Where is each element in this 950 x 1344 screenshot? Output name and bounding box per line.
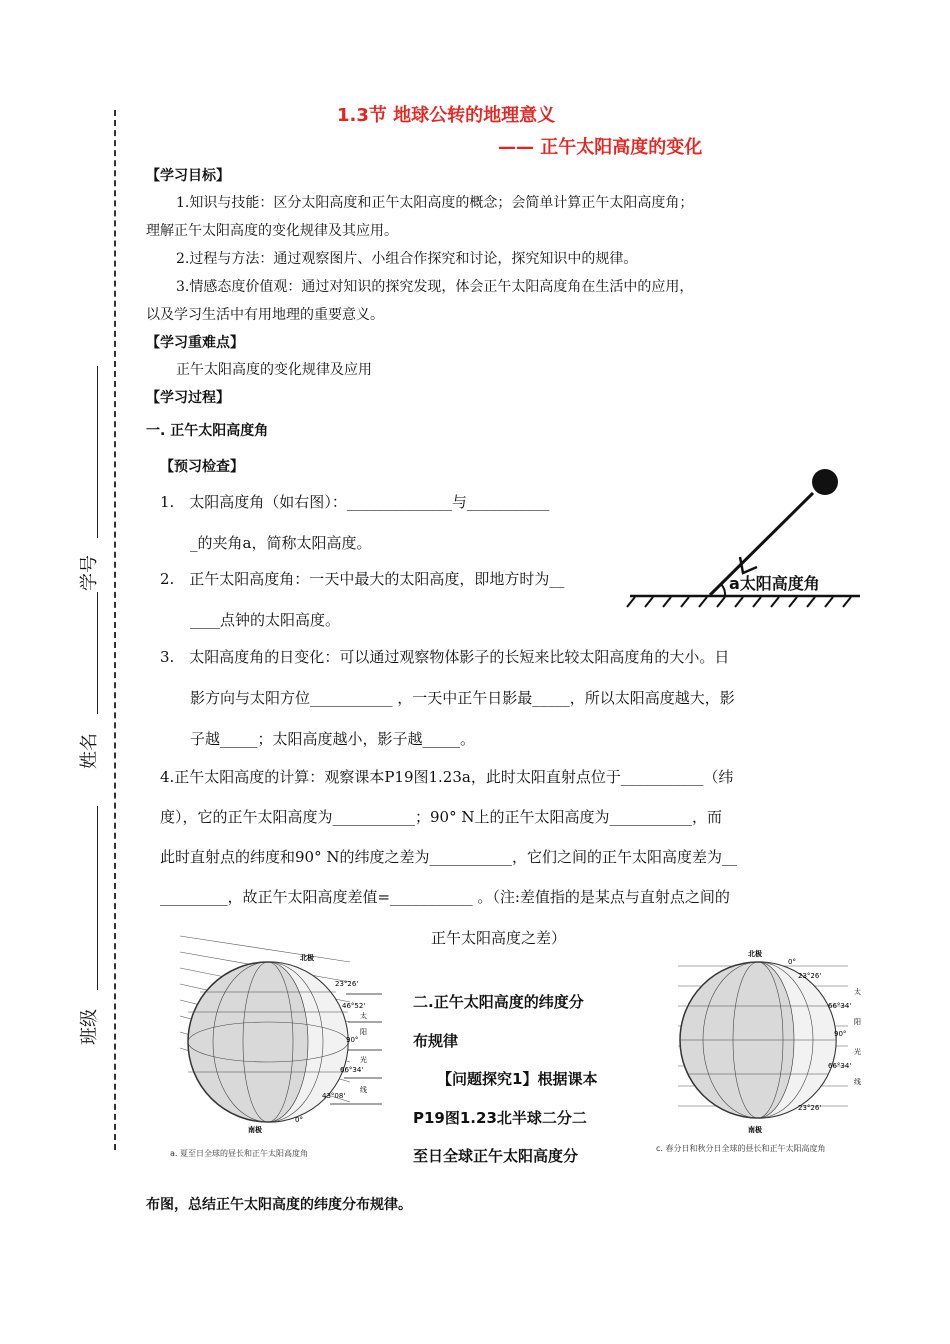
globe-c-sun-1: 太 bbox=[854, 988, 861, 996]
page-subtitle: —— 正午太阳高度的变化 bbox=[498, 137, 703, 158]
globe-a-angle-4: 66°34' bbox=[340, 1066, 364, 1074]
question-4-c: 此时直射点的纬度和90° N的纬度之差为___________，它们之间的正午太阳高度差为__ bbox=[160, 848, 737, 866]
globe-a-angle-3: 90° bbox=[346, 1036, 359, 1044]
globe-c-angle-4: 90° bbox=[834, 1030, 847, 1038]
globe-figure-c bbox=[648, 944, 870, 1154]
globe-c-sun-4: 线 bbox=[854, 1078, 861, 1086]
globe-c-south: 南极 bbox=[748, 1126, 762, 1134]
goal-1-a: 1.知识与技能：区分太阳高度和正午太阳高度的概念；会简单计算正午太阳高度角； bbox=[176, 195, 694, 211]
globe-a-south: 南极 bbox=[248, 1126, 262, 1134]
globe-c-angle-2: 23°26' bbox=[798, 972, 822, 980]
globe-c-north: 北极 bbox=[748, 950, 762, 958]
globe-c-angle-3: 66°34' bbox=[828, 1002, 852, 1010]
question-4-a: 4.正午太阳高度的计算：观察课本P19图1.23a，此时太阳直射点位于___________（纬 bbox=[160, 768, 734, 786]
globe-a-angle-5: 43°08' bbox=[322, 1092, 346, 1100]
globe-c-angle-5: 66°34' bbox=[828, 1062, 852, 1070]
globe-c-image bbox=[648, 944, 870, 1139]
question-2-a: 2. 正午太阳高度角：一天中最大的太阳高度，即地方时为__ bbox=[160, 570, 565, 588]
globe-figure-a bbox=[150, 922, 382, 1162]
globe-c-angle-6: 23°26' bbox=[798, 1104, 822, 1112]
globe-a-caption: a. 夏至日全球的昼长和正午太阳高度角 bbox=[170, 1149, 308, 1158]
globe-a-sun-4: 线 bbox=[360, 1086, 367, 1094]
explore-1-b: P19图1.23北半球二分二 bbox=[413, 1109, 587, 1127]
class-line bbox=[97, 806, 98, 990]
goal-3-b: 以及学习生活中有用地理的重要意义。 bbox=[146, 307, 384, 323]
globe-a-sun-1: 太 bbox=[360, 1012, 367, 1020]
key-text: 正午太阳高度的变化规律及应用 bbox=[176, 362, 372, 378]
question-3-c: 子越_____；太阳高度越小，影子越_____。 bbox=[190, 730, 476, 748]
globe-a-north: 北极 bbox=[300, 954, 314, 962]
goal-1-b: 理解正午太阳高度的变化规律及其应用。 bbox=[146, 223, 398, 239]
part-1-heading: 一. 正午太阳高度角 bbox=[146, 423, 269, 439]
process-header: 【学习过程】 bbox=[146, 390, 230, 406]
globe-c-angle-1: 0° bbox=[788, 958, 796, 966]
explore-1-a: 【问题探究1】根据课本 bbox=[437, 1070, 598, 1088]
name-line bbox=[97, 592, 98, 714]
key-header: 【学习重难点】 bbox=[146, 335, 244, 351]
globe-a-sun-3: 光 bbox=[360, 1056, 367, 1064]
question-1-b: _的夹角a，简称太阳高度。 bbox=[190, 534, 372, 552]
question-3-a: 3. 太阳高度角的日变化：可以通过观察物体影子的长短来比较太阳高度角的大小。日 bbox=[160, 648, 730, 666]
question-4-b: 度），它的正午太阳高度为___________；90° N上的正午太阳高度为___________，而 bbox=[160, 808, 722, 826]
globe-c-sun-3: 光 bbox=[854, 1048, 861, 1056]
side-label-name: 姓名 bbox=[79, 733, 100, 769]
sun-icon bbox=[812, 469, 838, 495]
angle-arc bbox=[721, 584, 725, 596]
globe-c-sun-2: 阳 bbox=[854, 1018, 861, 1026]
angle-label: a太阳高度角 bbox=[729, 574, 820, 593]
question-2-b: ____点钟的太阳高度。 bbox=[190, 611, 341, 629]
sun-altitude-diagram bbox=[625, 465, 865, 630]
side-label-class: 班级 bbox=[79, 1009, 100, 1045]
globe-a-angle-2: 46°52' bbox=[342, 1002, 366, 1010]
globe-a-angle-6: 0° bbox=[295, 1116, 303, 1124]
part-2-heading-b: 布规律 bbox=[413, 1032, 459, 1050]
globe-c-caption: c. 春分日和秋分日全球的昼长和正午太阳高度角 bbox=[656, 1144, 826, 1153]
ray-arrow-icon bbox=[740, 557, 757, 573]
page-title: 1.3节 地球公转的地理意义 bbox=[337, 105, 556, 126]
ground-hatching bbox=[627, 597, 851, 607]
explore-1-c: 至日全球正午太阳高度分 bbox=[413, 1147, 579, 1165]
side-label-student-id: 学号 bbox=[79, 555, 100, 591]
globe-a-angle-1: 23°26' bbox=[335, 980, 359, 988]
globe-a-sun-2: 阳 bbox=[360, 1028, 367, 1036]
final-line: 布图，总结正午太阳高度的纬度分布规律。 bbox=[146, 1197, 412, 1213]
goals-header: 【学习目标】 bbox=[146, 168, 230, 184]
goal-2: 2.过程与方法：通过观察图片、小组合作探究和讨论，探究知识中的规律。 bbox=[176, 251, 638, 267]
preview-header: 【预习检查】 bbox=[160, 459, 244, 475]
question-1-a: 1. 太阳高度角（如右图）：______________与___________ bbox=[160, 493, 550, 511]
question-4-e: 正午太阳高度之差） bbox=[431, 929, 567, 947]
goal-3-a: 3.情感态度价值观：通过对知识的探究发现，体会正午太阳高度角在生活中的应用， bbox=[176, 279, 694, 295]
question-4-d: _________，故正午太阳高度差值=___________ 。（注:差值指的是某点与直射点之间的 bbox=[160, 888, 730, 906]
student-id-line bbox=[97, 366, 98, 538]
binding-dashed-line bbox=[114, 110, 116, 1150]
part-2-heading-a: 二.正午太阳高度的纬度分 bbox=[413, 993, 584, 1011]
question-3-b: 影方向与太阳方位___________ ，一天中正午日影最_____，所以太阳高度越大，影 bbox=[190, 689, 735, 707]
globe-a-image bbox=[150, 922, 382, 1144]
